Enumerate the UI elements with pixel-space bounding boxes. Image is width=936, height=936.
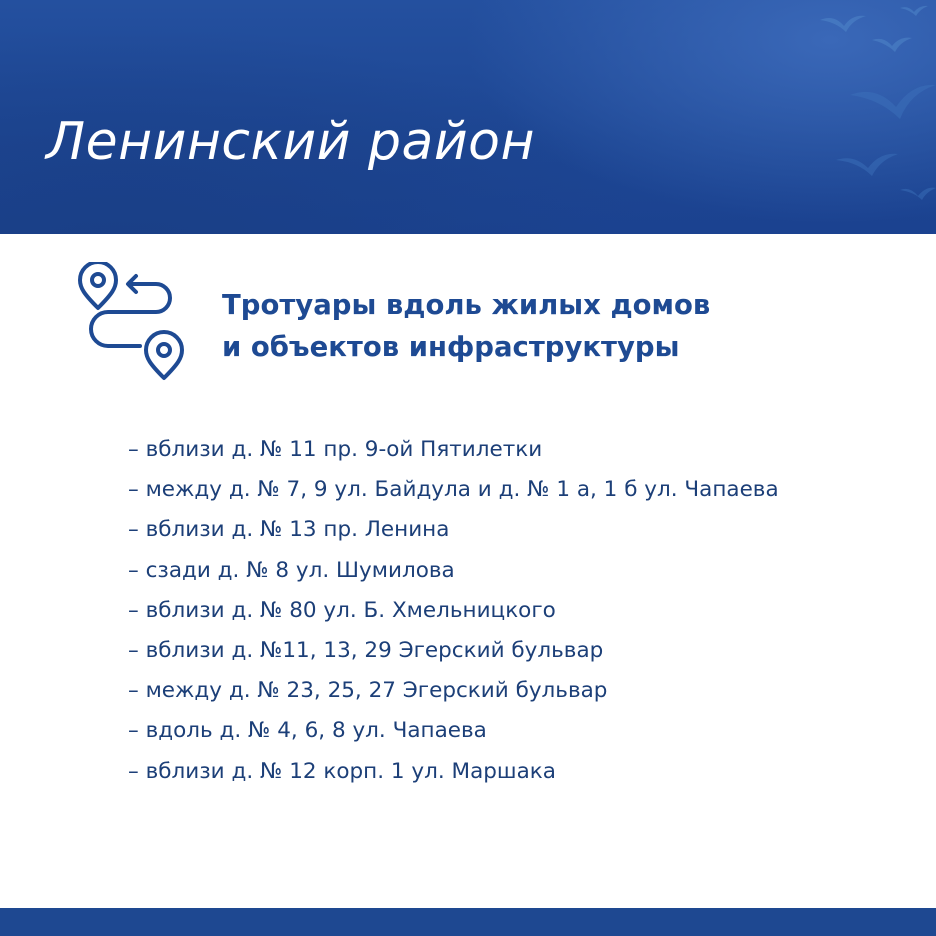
footer-bar — [0, 908, 936, 936]
address-list — [128, 430, 779, 792]
address-item: – между д. № 23, 25, 27 Эгерский бульвар — [128, 678, 608, 704]
address-item: – вблизи д. № 11 пр. 9-ой Пятилетки — [128, 437, 543, 462]
district-title: Ленинский район — [46, 112, 535, 172]
address-item: – вблизи д. №11, 13, 29 Эгерский бульвар — [128, 638, 604, 664]
address-item: – вблизи д. № 13 пр. Ленина — [128, 517, 450, 543]
header-banner — [0, 0, 936, 234]
section-heading — [222, 284, 710, 368]
address-item: – вблизи д. № 80 ул. Б. Хмельницкого — [128, 597, 556, 623]
section-heading-line-2: и объектов инфраструктуры — [222, 331, 680, 363]
address-item: – вдоль д. № 4, 6, 8 ул. Чапаева — [128, 718, 487, 744]
address-item: – вблизи д. № 12 корп. 1 ул. Маршака — [128, 758, 556, 784]
route-with-location-pins-icon — [78, 262, 186, 382]
address-item: – между д. № 7, 9 ул. Байдула и д. № 1 а, 1 б ул. Чапаева — [128, 477, 779, 503]
section-heading-line-1: Тротуары вдоль жилых домов — [222, 289, 711, 321]
address-item: – сзади д. № 8 ул. Шумилова — [128, 557, 455, 583]
